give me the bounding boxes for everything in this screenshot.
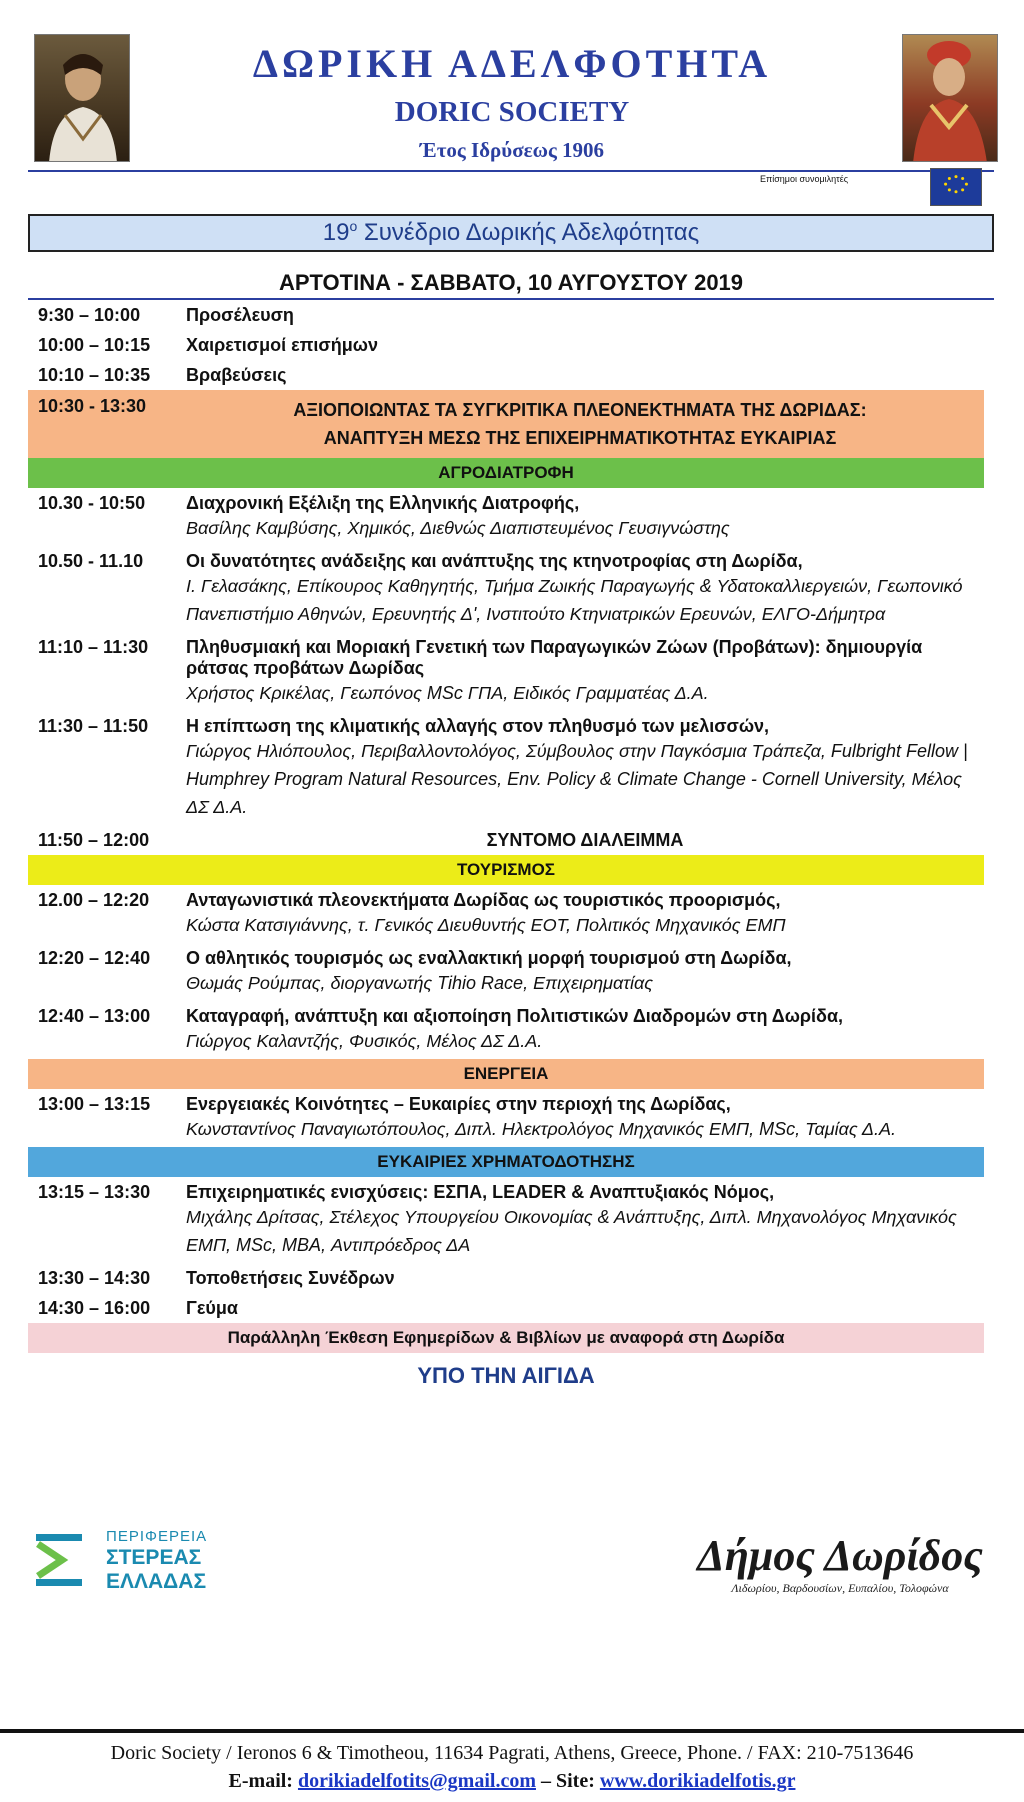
region-sigma-icon: [36, 1532, 84, 1588]
footer-contact: [0, 1770, 1024, 1793]
talk-speaker: Κώστα Κατσιγιάννης, τ. Γενικός Διευθυντής ΕΟΤ, Πολιτικός Μηχανικός ΕΜΠ: [186, 915, 786, 935]
conference-date: ΑΡΤΟΤΙΝΑ - ΣΑΒΒΑΤΟ, 10 ΑΥΓΟΥΣΤΟΥ 2019: [278, 270, 744, 295]
email-label: E-mail:: [228, 1770, 293, 1792]
program-title: Χαιρετισμοί επισήμων: [186, 335, 378, 355]
program-row: [28, 1001, 984, 1059]
program-row: [28, 885, 984, 943]
talk-title: Επιχειρηματικές ενισχύσεις: ΕΣΠΑ, LEADER & Αναπτυξιακός Νόμος,: [186, 1182, 775, 1202]
program-row: [28, 632, 984, 711]
portrait-right-image: [902, 34, 998, 162]
program-row: [28, 546, 984, 632]
program-row: [28, 360, 984, 390]
email-link[interactable]: dorikiadelfotits@gmail.com: [297, 1770, 536, 1792]
header-divider: [28, 170, 994, 172]
section-band-tourism: ΤΟΥΡΙΣΜΟΣ: [28, 855, 984, 885]
talk-speaker: Βασίλης Καμβύσης, Χημικός, Διεθνώς Διαπιστευμένος Γευσιγνώστης: [186, 518, 730, 538]
section-band-energy: ΕΝΕΡΓΕΙΑ: [28, 1059, 984, 1089]
region-line2: ΣΤΕΡΕΑΣ: [106, 1546, 202, 1569]
program-time: 11:50 – 12:00: [38, 830, 150, 850]
talk-speaker: Μιχάλης Δρίτσας, Στέλεχος Υπουργείου Οικονομίας & Ανάπτυξης, Διπλ. Μηχανολόγος Μηχανικός ΕΜΠ, MSc, MBA, Αντιπρόεδρος ΔΑ: [186, 1207, 957, 1255]
patronage-heading: ΥΠΟ ΤΗΝ ΑΙΓΙΔΑ: [417, 1363, 595, 1388]
site-link[interactable]: www.dorikiadelfotis.gr: [599, 1770, 796, 1792]
program-time: 10.50 - 11.10: [38, 551, 144, 571]
program-title: Γεύμα: [186, 1298, 238, 1318]
talk-speaker: Χρήστος Κρικέλας, Γεωπόνος MSc ΓΠΑ, Ειδικός Γραμματέας Δ.Α.: [186, 683, 709, 703]
talk-title: Ανταγωνιστικά πλεονεκτήματα Δωρίδας ως τουριστικός προορισμός,: [186, 890, 781, 910]
talk-title: Οι δυνατότητες ανάδειξης και ανάπτυξης της κτηνοτροφίας στη Δωρίδα,: [186, 551, 803, 571]
talk-speaker: Κωνσταντίνος Παναγιωτόπουλος, Διπλ. Ηλεκτρολόγος Μηχανικός ΕΜΠ, MSc, Ταμίας Δ.Α.: [186, 1119, 897, 1139]
talk-title: Η επίπτωση της κλιματικής αλλαγής στον πληθυσμό των μελισσών,: [186, 716, 770, 736]
session-header: [28, 390, 984, 458]
talk-title: Καταγραφή, ανάπτυξη και αξιοποίηση Πολιτιστικών Διαδρομών στη Δωρίδα,: [186, 1006, 844, 1026]
exhibition-band: Παράλληλη Έκθεση Εφημερίδων & Βιβλίων με αναφορά στη Δωρίδα: [28, 1323, 984, 1353]
program-time: 11:30 – 11:50: [38, 716, 149, 736]
program-time: 11:10 – 11:30: [38, 637, 149, 657]
footer-address: Doric Society / Ieronos 6 & Timotheou, 11634 Pagrati, Athens, Greece, Phone. / FAX: 210-7513646: [110, 1742, 914, 1764]
conference-ordinal: ο: [349, 218, 358, 234]
program-row: [28, 1263, 984, 1293]
program-row: [28, 1177, 984, 1263]
program-row: [28, 330, 984, 360]
talk-title: Πληθυσμιακή και Μοριακή Γενετική των Παραγωγικών Ζώων (Προβάτων): δημιουργία ράτσας προβάτων Δωρίδας: [186, 637, 923, 678]
municipality-subtitle: Λιδωρίου, Βαρδουσίων, Ευπαλίου, Τολοφώνα: [731, 1581, 949, 1595]
program-row-break: [28, 825, 984, 855]
program-time: 12.00 – 12:20: [38, 890, 150, 910]
program-row: [28, 1089, 984, 1147]
society-title-greek: ΔΩΡΙΚΗ ΑΔΕΛΦΟΤΗΤΑ: [252, 41, 772, 86]
program-title: Βραβεύσεις: [186, 365, 287, 385]
partner-label: Επίσημοι συνομιλητές: [760, 174, 849, 184]
founded-year: Έτος Ιδρύσεως 1906: [419, 138, 605, 162]
program-row: [28, 488, 984, 546]
program-title: Τοποθετήσεις Συνέδρων: [186, 1268, 395, 1288]
programme: [28, 300, 984, 1389]
talk-speaker: Γιώργος Ηλιόπουλος, Περιβαλλοντολόγος, Σύμβουλος στην Παγκόσμια Τράπεζα, Fulbright Fellow | Humphrey Program Natural Resources, Env. Policy & Climate Change - Cornell University, Μέλος ΔΣ Δ.Α.: [186, 741, 968, 817]
program-time: 12:40 – 13:00: [38, 1006, 151, 1026]
section-band-agro: ΑΓΡΟΔΙΑΤΡΟΦΗ: [28, 458, 984, 488]
program-time: 13:15 – 13:30: [38, 1182, 151, 1202]
program-time: 9:30 – 10:00: [38, 305, 141, 325]
program-time: 13:30 – 14:30: [38, 1268, 151, 1288]
footer-divider: [0, 1729, 1024, 1733]
talk-title: Ενεργειακές Κοινότητες – Ευκαιρίες στην περιοχή της Δωρίδας,: [186, 1094, 731, 1114]
talk-title: Διαχρονική Εξέλιξη της Ελληνικής Διατροφής,: [186, 493, 580, 513]
talk-speaker: Ι. Γελασάκης, Επίκουρος Καθηγητής, Τμήμα Ζωικής Παραγωγής & Υδατοκαλλιεργειών, Γεωπονικό Πανεπιστήμιο Αθηνών, Ερευνητής Δ', Ινστιτούτο Κτηνιατρικών Ερευνών, ΕΛΓΟ-Δήμητρα: [186, 576, 963, 624]
talk-title: Ο αθλητικός τουρισμός ως εναλλακτική μορφή τουρισμού στη Δωρίδα,: [186, 948, 792, 968]
conference-number: 19: [322, 219, 350, 246]
session-time: 10:30 - 13:30: [38, 396, 147, 416]
region-line1: ΠΕΡΙΦΕΡΕΙΑ: [106, 1528, 208, 1545]
program-time: 10.30 - 10:50: [38, 493, 146, 513]
region-line3: ΕΛΛΑΔΑΣ: [106, 1570, 207, 1593]
talk-speaker: Γιώργος Καλαντζής, Φυσικός, Μέλος ΔΣ Δ.Α.: [186, 1031, 543, 1051]
talk-speaker: Θωμάς Ρούμπας, διοργανωτής Tihio Race, Επιχειρηματίας: [186, 973, 654, 993]
program-time: 10:10 – 10:35: [38, 365, 151, 385]
site-label: – Site:: [541, 1770, 595, 1792]
municipality-name: Δήμος Δωρίδος: [697, 1531, 983, 1580]
program-row: [28, 943, 984, 1001]
program-time: 13:00 – 13:15: [38, 1094, 151, 1114]
society-title-english: DORIC SOCIETY: [394, 96, 630, 128]
break-label: ΣΥΝΤΟΜΟ ΔΙΑΛΕΙΜΜΑ: [486, 830, 684, 850]
section-band-funding: ΕΥΚΑΙΡΙΕΣ ΧΡΗΜΑΤΟΔΟΤΗΣΗΣ: [28, 1147, 984, 1177]
program-time: 10:00 – 10:15: [38, 335, 151, 355]
conference-title: [28, 214, 994, 252]
conference-name: Συνέδριο Δωρικής Αδελφότητας: [357, 219, 700, 246]
program-row: [28, 300, 984, 330]
session-title-line2: ΑΝΑΠΤΥΞΗ ΜΕΣΩ ΤΗΣ ΕΠΙΧΕΙΡΗΜΑΤΙΚΟΤΗΤΑΣ ΕΥΚΑΙΡΙΑΣ: [323, 428, 837, 448]
program-row: [28, 711, 984, 825]
eu-flag-icon: [930, 168, 982, 206]
municipality-logo: [690, 1530, 990, 1596]
program-time: 14:30 – 16:00: [38, 1298, 151, 1318]
program-row: [28, 1293, 984, 1323]
program-time: 12:20 – 12:40: [38, 948, 151, 968]
region-logo: [36, 1524, 236, 1594]
program-title: Προσέλευση: [186, 305, 294, 325]
session-title-line1: ΑΞΙΟΠΟΙΩΝΤΑΣ ΤΑ ΣΥΓΚΡΙΤΙΚΑ ΠΛΕΟΝΕΚΤΗΜΑΤΑ ΤΗΣ ΔΩΡΙΔΑΣ:: [293, 400, 867, 420]
